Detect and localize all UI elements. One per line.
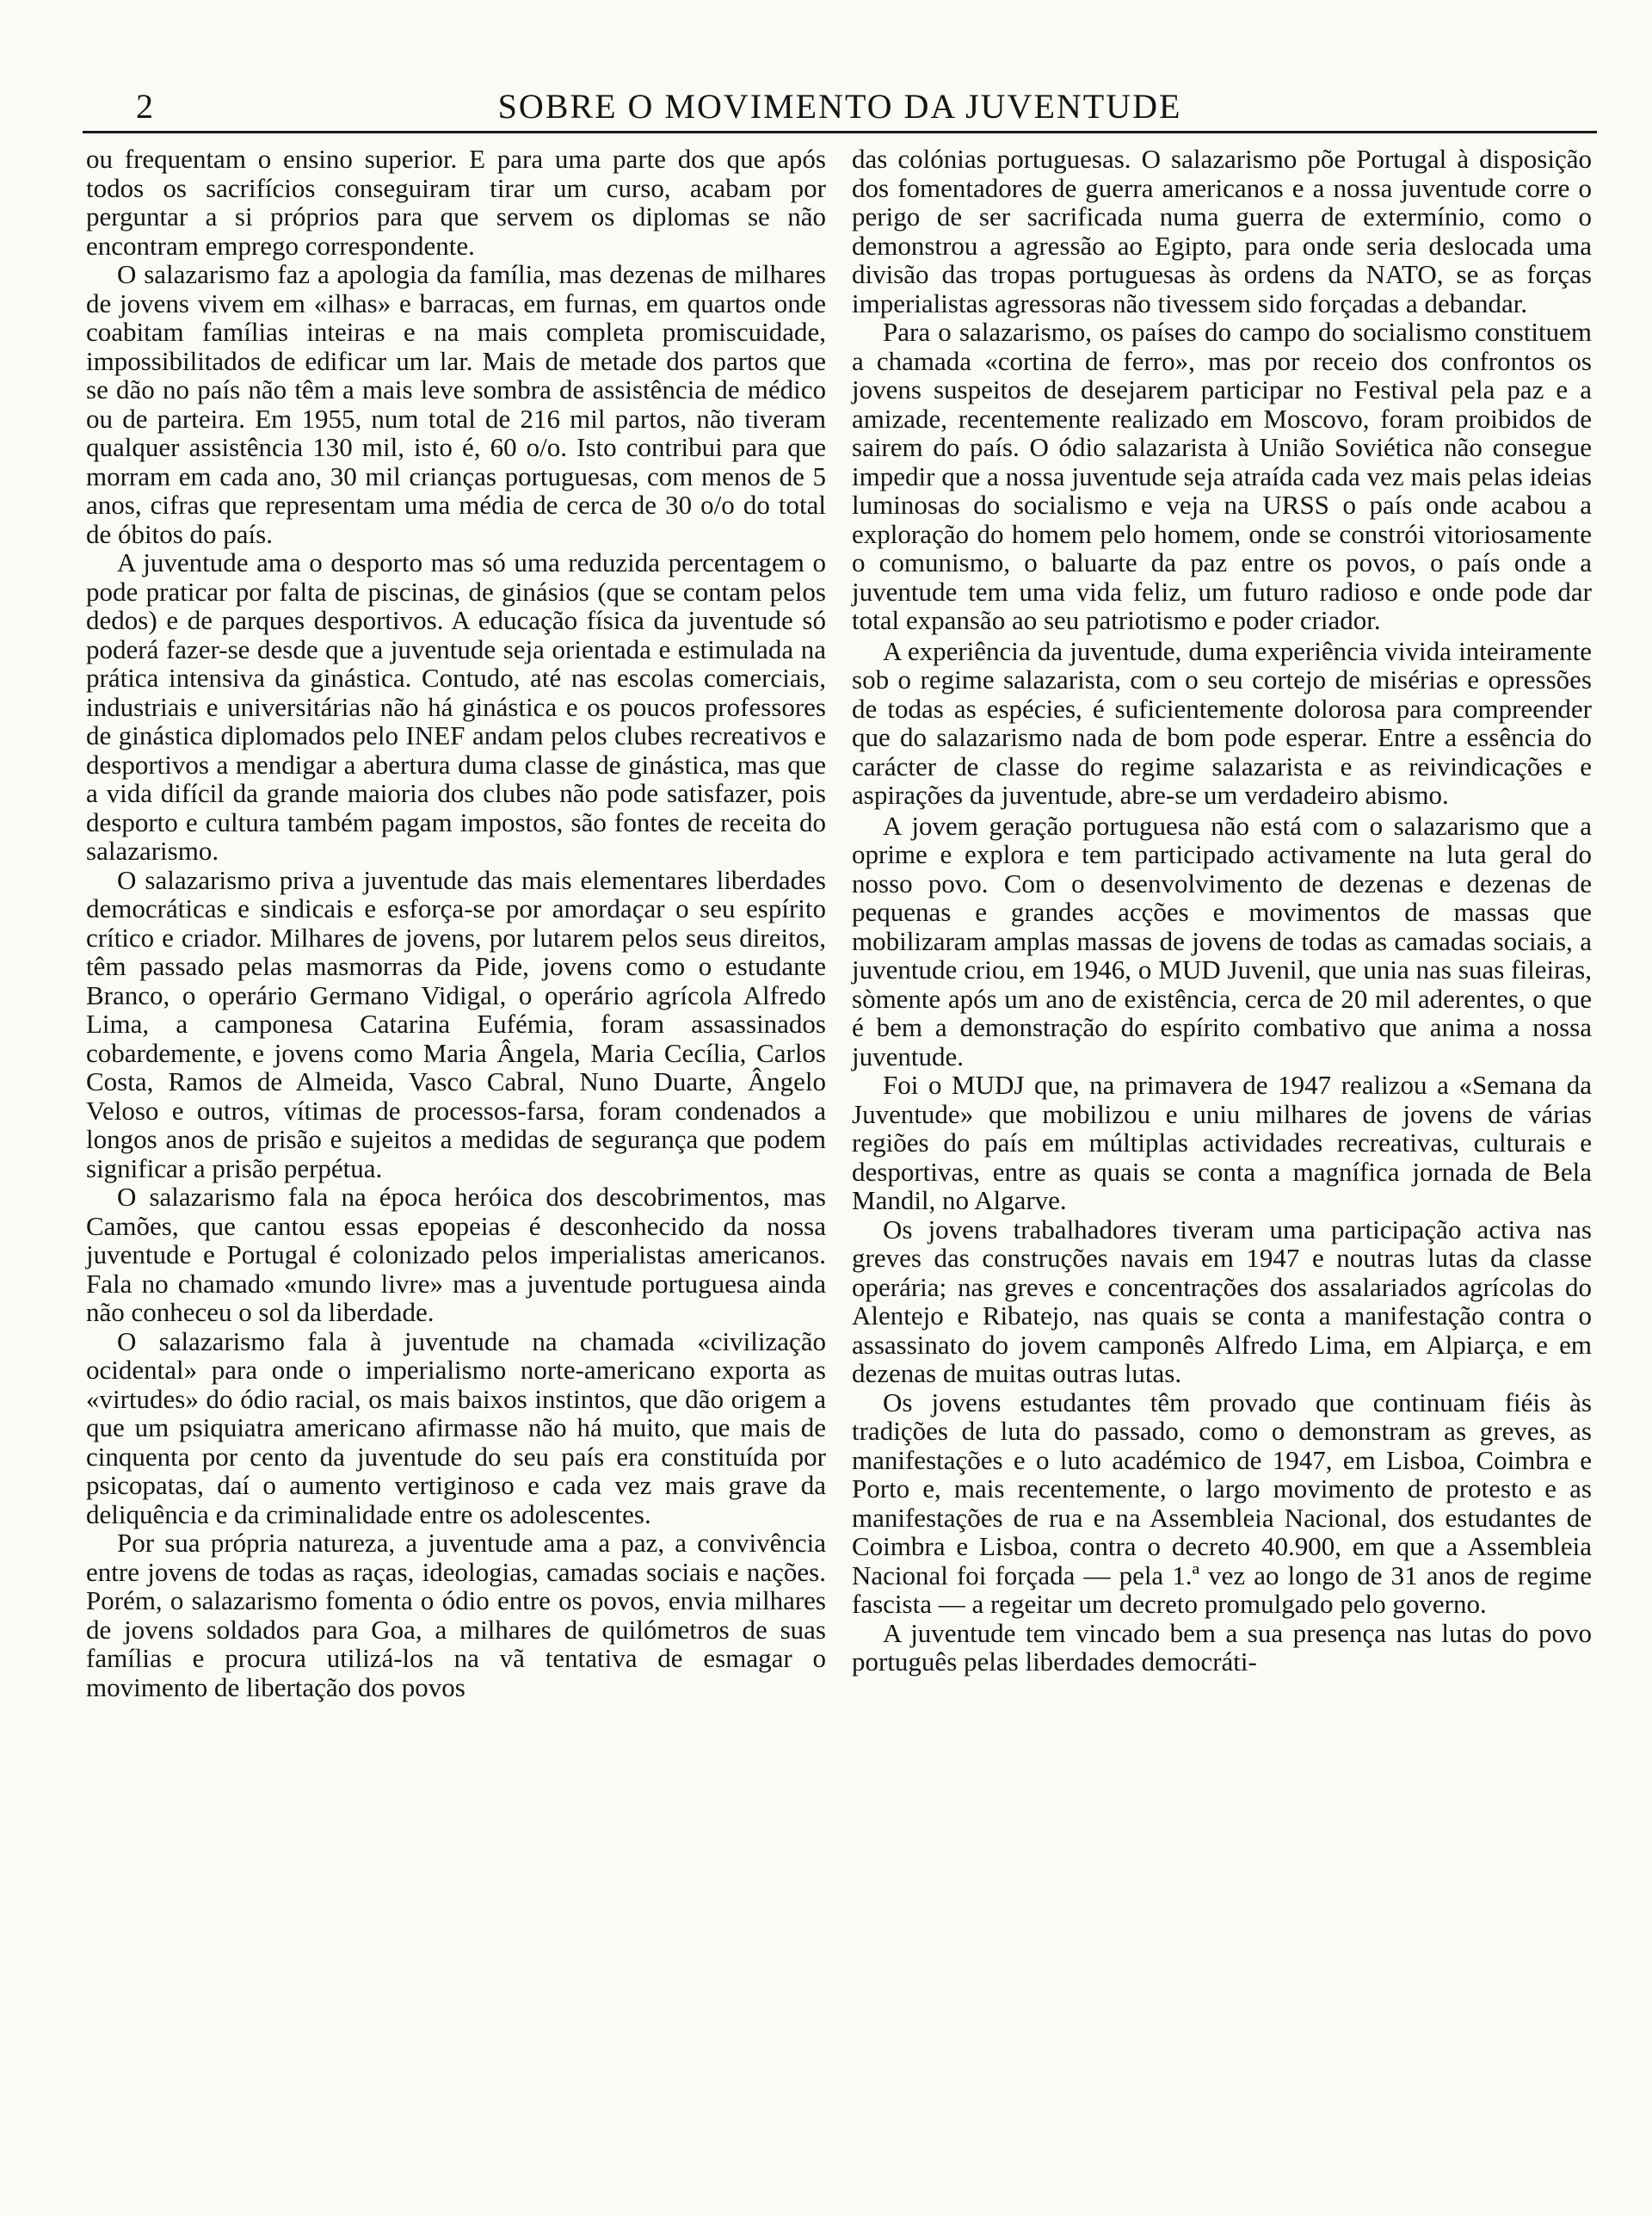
- paragraph: O salazarismo faz a apologia da família, mas dezenas de milhares de jovens vivem em «ilhas» e barracas, em furnas, em quartos onde coabitam famílias inteiras e na mais completa promiscuidade, impossibilitados de edificar um lar. Mais de metade dos partos que se dão no país não têm a mais leve sombra de assistência de médico ou de parteira. Em 1955, num total de 216 mil partos, não tiveram qualquer assistência 130 mil, isto é, 60 o/o. Isto contribui para que morram em cada ano, 30 mil crianças portuguesas, com menos de 5 anos, cifras que representam uma média de cerca de 30 o/o do total de óbitos do país.: [86, 259, 826, 549]
- page-header: [83, 83, 1597, 133]
- paragraph: ou frequentam o ensino superior. E para uma parte dos que após todos os sacrifícios conseguiram tirar um curso, acabam por perguntar a si próprios para que servem os diplomas se não encontram emprego correspondente.: [86, 144, 826, 261]
- right-column: [852, 145, 1592, 1677]
- paragraph: A juventude tem vincado bem a sua presença nas lutas do povo português pelas liberdades democráti-: [852, 1617, 1592, 1677]
- paragraph: O salazarismo fala à juventude na chamada «civilização ocidental» para onde o imperialismo norte-americano exporta as «virtudes» do ódio racial, os mais baixos instintos, que dão origem a que um psiquiatra americano afirmasse não há muito, que mais de cinquenta por cento da juventude do seu país era constituída por psicopatas, daí o aumento vertiginoso e cada vez mais grave da deliquência e da criminalidade entre os adolescentes.: [86, 1325, 826, 1529]
- left-column: [86, 145, 826, 1701]
- running-title: SOBRE O MOVIMENTO DA JUVENTUDE: [497, 87, 1182, 126]
- paragraph: Por sua própria natureza, a juventude ama a paz, a convivência entre jovens de todas as raças, ideologias, camadas sociais e nações. Porém, o salazarismo fomenta o ódio entre os povos, envia milhares de jovens soldados para Goa, a milhares de quilómetros de suas famílias e procura utilizá-los na vã tentativa de esmagar o movimento de libertação dos povos: [86, 1528, 826, 1702]
- paragraph: A juventude ama o desporto mas só uma reduzida percentagem o pode praticar por falta de piscinas, de ginásios (que se contam pelos dedos) e de parques desportivos. A educação física da juventude só poderá fazer-se desde que a juventude seja orientada e estimulada na prática intensiva da ginástica. Contudo, até nas escolas comerciais, industriais e universitárias não há ginástica e os poucos professores de ginástica diplomados pelo INEF andam pelos clubes recreativos e desportivos a mendigar a abertura duma classe de ginástica, mas que a vida difícil da grande maioria dos clubes não pode satisfazer, pois desporto e cultura também pagam impostos, são fontes de receita do salazarismo.: [86, 547, 826, 866]
- paragraph: O salazarismo fala na época heróica dos descobrimentos, mas Camões, que cantou essas epopeias é desconhecido da nossa juventude e Portugal é colonizado pelos imperialistas americanos. Fala no chamado «mundo livre» mas a juventude portuguesa ainda não conheceu o sol da liberdade.: [86, 1182, 826, 1327]
- paragraph: Foi o MUDJ que, na primavera de 1947 realizou a «Semana da Juventude» que mobilizou e uniu milhares de jovens de várias regiões do país em múltiplas actividades recreativas, culturais e desportivas, entre as quais se conta a magnífica jornada de Bela Mandil, no Algarve.: [852, 1070, 1592, 1215]
- paragraph: Os jovens estudantes têm provado que continuam fiéis às tradições de luta do passado, como o demonstram as greves, as manifestações e o luto académico de 1947, em Lisboa, Coimbra e Porto e, mais recentemente, o largo movimento de protesto e as manifestações de rua e na Assembleia Nacional, dos estudantes de Coimbra e Lisboa, contra o decreto 40.900, em que a Assembleia Nacional foi forçada — pela 1.ª vez ao longo de 31 anos de regime fascista — a regeitar um decreto promulgado pelo governo.: [852, 1386, 1592, 1619]
- paragraph: Os jovens trabalhadores tiveram uma participação activa nas greves das construções navais em 1947 e noutras lutas da classe operária; nas greves e concentrações dos assalariados agrícolas do Alentejo e Ribatejo, nas quais se conta a manifestação contra o assassinato do jovem camponês Alfredo Lima, em Alpiarça, e em dezenas de muitas outras lutas.: [852, 1213, 1592, 1388]
- paragraph: das colónias portuguesas. O salazarismo põe Portugal à disposição dos fomentadores de guerra americanos e a nossa juventude corre o perigo de ser sacrificada numa guerra de extermínio, como o demonstrou a agressão ao Egipto, para onde seria deslocada uma divisão das tropas portuguesas às ordens da NATO, se as forças imperialistas agressoras não tivessem sido forçadas a debandar.: [852, 144, 1592, 318]
- paragraph: Para o salazarismo, os países do campo do socialismo constituem a chamada «cortina de ferro», mas por receio dos confrontos os jovens suspeitos de desejarem participar no Festival pela paz e a amizade, recentemente realizado em Moscovo, foram proibidos de sairem do país. O ódio salazarista à União Soviética não consegue impedir que a nossa juventude seja atraída cada vez mais pelas ideias luminosas do socialismo e veja na URSS o país onde acabou a exploração do homem pelo homem, onde se constrói vitoriosamente o comunismo, o baluarte da paz entre os povos, o país onde a juventude tem uma vida feliz, um futuro radioso e onde pode dar total expansão ao seu patriotismo e poder criador.: [852, 317, 1592, 635]
- paragraph: A experiência da juventude, duma experiência vivida inteiramente sob o regime salazarista, com o seu cortejo de misérias e opressões de todas as espécies, é suficientemente dolorosa para compreender que do salazarismo nada de bom pode esperar. Entre a essência do carácter de classe do regime salazarista e as reivindicações e aspirações da juventude, abre-se um verdadeiro abismo.: [852, 635, 1592, 810]
- paragraph: O salazarismo priva a juventude das mais elementares liberdades democráticas e sindicais e esforça-se por amordaçar o seu espírito crítico e criador. Milhares de jovens, por lutarem pelos seus direitos, têm passado pelas masmorras da Pide, jovens como o estudante Branco, o operário Germano Vidigal, o operário agrícola Alfredo Lima, a camponesa Catarina Eufémia, foram assassinados cobardemente, e jovens como Maria Ângela, Maria Cecília, Carlos Costa, Ramos de Almeida, Vasco Cabral, Nuno Duarte, Ângelo Veloso e outros, vítimas de processos-farsa, foram condenados a longos anos de prisão e sujeitos a medidas de segurança que podem significar a prisão perpétua.: [86, 864, 826, 1183]
- paragraph: A jovem geração portuguesa não está com o salazarismo que a oprime e explora e tem participado activamente na luta geral do nosso povo. Com o desenvolvimento de dezenas e dezenas de pequenas e grandes acções e movimentos de massas que mobilizaram amplas massas de jovens de todas as camadas sociais, a juventude criou, em 1946, o MUD Juvenil, que unia nas suas fileiras, sòmente após um ano de existência, cerca de 20 mil aderentes, o que é bem a demonstração do espírito combativo que anima a nossa juventude.: [852, 810, 1592, 1071]
- page-number: 2: [136, 87, 153, 126]
